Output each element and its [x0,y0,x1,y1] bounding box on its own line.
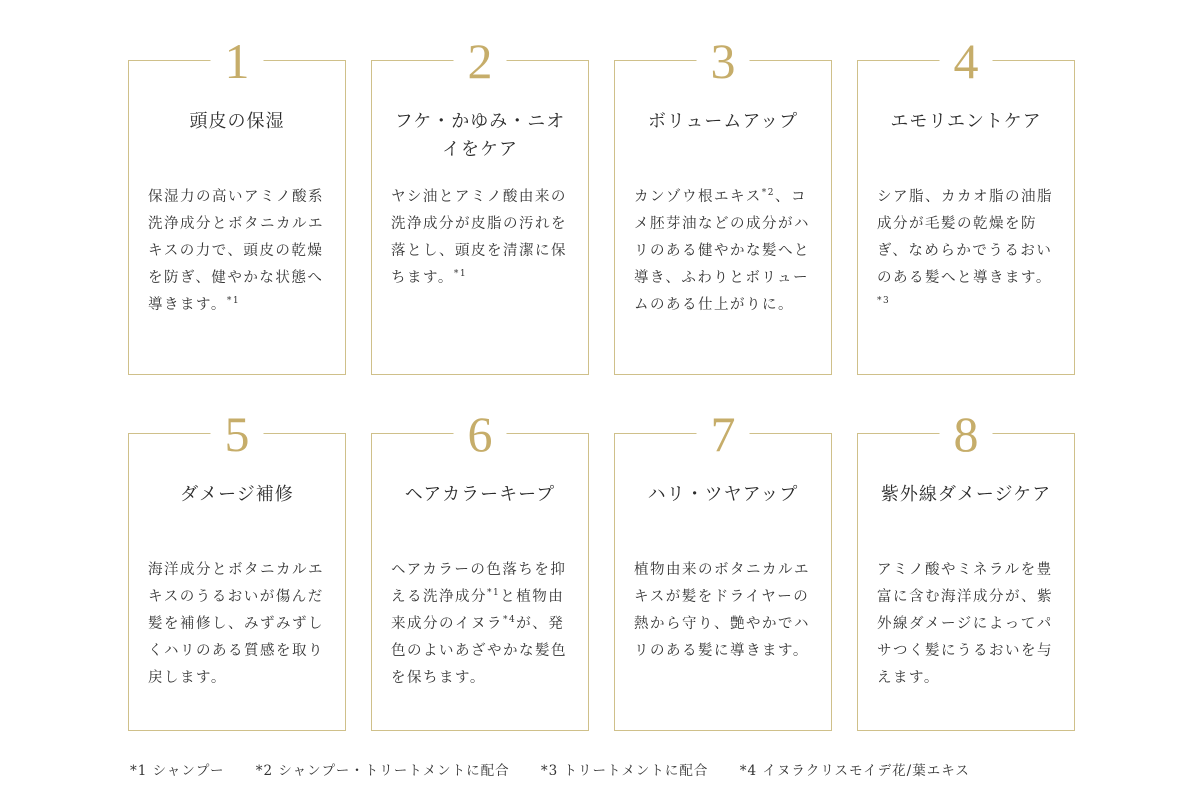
footnote-ref: *1 [487,588,501,599]
feature-description: カンゾウ根エキス$^{*2}$、コメ胚芽油などの成分がハリのある健やかな髪へと導き、ふわりとボリュームのある仕上がりに。 [634,188,810,313]
footnote-ref: *1 [226,296,241,307]
feature-number: 5 [211,411,264,457]
feature-description: 保湿力の高いアミノ酸系洗浄成分とボタニカルエキスの力で、頭皮の乾燥を防ぎ、健やかな状態へ導きます。$^{*1}$ [148,189,324,313]
feature-title: ハリ・ツヤアップ [647,484,799,505]
feature-card-4 [857,33,1075,375]
feature-card-6 [371,406,589,731]
footnote-3: *3 トリートメントに配合 [540,763,709,779]
feature-card-2 [371,33,589,375]
feature-title: フケ・かゆみ・ニオイをケア [394,111,566,160]
feature-description: 海洋成分とボタニカルエキスのうるおいが傷んだ髪を補修し、みずみずしくハリのある質感を取り戻します。 [148,562,324,686]
feature-description: シア脂、カカオ脂の油脂成分が毛髪の乾燥を防ぎ、なめらかでうるおいのある髪へと導きます。$^{*3}$ [877,189,1053,307]
feature-number: 8 [940,411,993,457]
footnote-4: *4 イヌラクリスモイデ花/葉エキス [739,763,970,779]
footnote-2: *2 シャンプー・トリートメントに配合 [255,763,510,779]
feature-title: ボリュームアップ [647,111,799,132]
feature-number: 6 [454,411,507,457]
feature-description: ヤシ油とアミノ酸由来の洗浄成分が皮脂の汚れを落とし、頭皮を清潔に保ちます。$^{*1}$ [391,189,567,286]
feature-description: ヘアカラーの色落ちを抑える洗浄成分$^{*1}$と植物由来成分のイヌラ$^{*4}$が、発色のよいあざやかな髪色を保ちます。 [391,562,567,686]
feature-card-5 [128,406,346,731]
footnotes [130,759,996,779]
feature-title: 紫外線ダメージケア [880,484,1052,505]
footnote-ref: *3 [877,296,891,307]
feature-title: ダメージ補修 [180,484,294,505]
feature-number: 2 [454,38,507,84]
feature-number: 4 [940,38,993,84]
feature-number: 7 [697,411,750,457]
feature-title: 頭皮の保湿 [189,111,285,132]
feature-card-3 [614,33,832,375]
footnote-ref: *1 [453,269,468,280]
footnote-ref: *2 [761,188,775,199]
feature-number: 3 [697,38,750,84]
footnote-1: *1 シャンプー [130,763,225,779]
feature-description: 植物由来のボタニカルエキスが髪をドライヤーの熱から守り、艶やかでハリのある髪に導きます。 [634,562,810,659]
feature-title: エモリエントケア [890,111,1042,132]
feature-card-8 [857,406,1075,731]
footnote-ref: *4 [503,615,517,626]
feature-card-7 [614,406,832,731]
feature-card-1 [128,33,346,375]
feature-number: 1 [211,38,264,84]
feature-grid [128,33,1074,731]
feature-description: アミノ酸やミネラルを豊富に含む海洋成分が、紫外線ダメージによってパサつく髪にうるおいを与えます。 [877,562,1053,686]
feature-title: ヘアカラーキープ [404,484,556,505]
